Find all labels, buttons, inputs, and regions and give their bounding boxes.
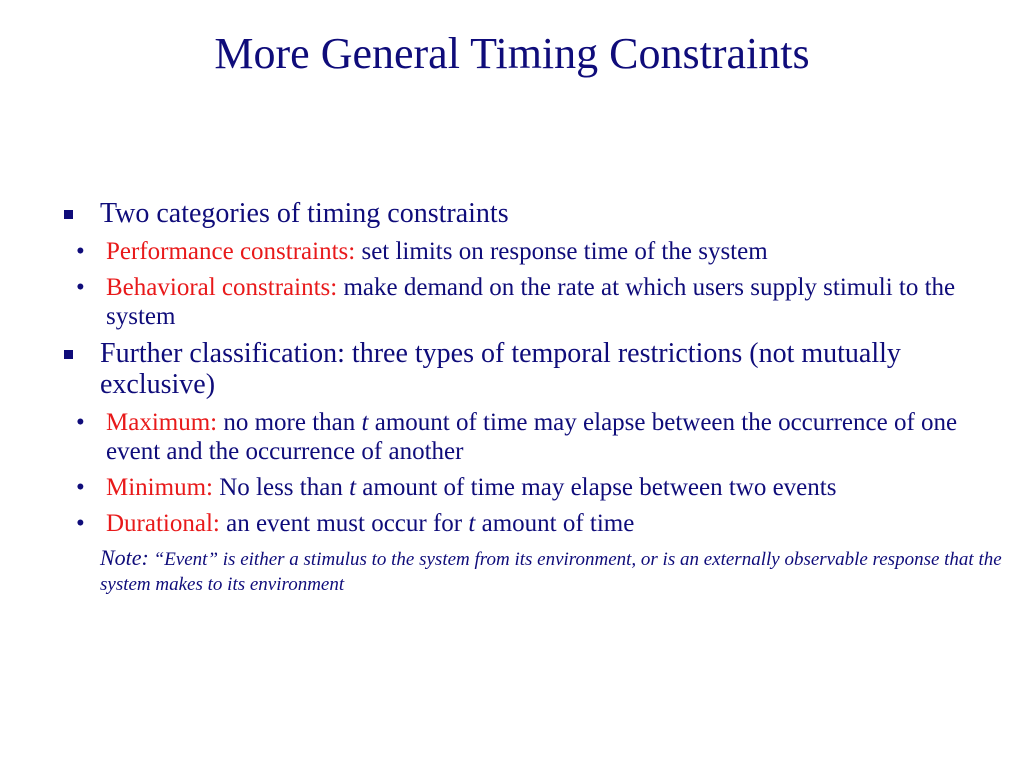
slide-title: More General Timing Constraints	[214, 29, 810, 78]
term-definition-end: amount of time may elapse between two events	[356, 474, 837, 501]
term-definition-end: amount of time	[475, 510, 635, 537]
sub-list-timing-categories	[74, 237, 1017, 331]
bullet-timing-categories	[62, 198, 1017, 229]
bullet-text: Further classification: three types of temporal restrictions (not mutually exclusive)	[100, 338, 901, 400]
term-label: Performance constraints:	[106, 238, 356, 265]
bullet-further-classification	[62, 338, 1017, 400]
sub-list-temporal-restrictions	[74, 408, 1017, 538]
sub-bullet-performance	[74, 237, 1017, 266]
sub-bullet-behavioral	[74, 273, 1017, 331]
term-definition-end: amount of time may elapse between the occurrence of one event and the occurrence of another	[106, 409, 958, 465]
sub-bullet-maximum	[74, 408, 1017, 466]
variable-t: t	[468, 510, 476, 537]
term-label: Minimum:	[106, 474, 213, 501]
sub-bullet-durational	[74, 509, 1017, 538]
term-definition-start: no more than	[217, 409, 362, 436]
term-label: Durational:	[106, 510, 220, 537]
term-definition: set limits on response time of the system	[355, 238, 768, 265]
square-bullet-icon	[64, 210, 73, 219]
note-text: “Event” is either a stimulus to the system from its environment, or is an externally observable response that the system makes to its environment	[100, 549, 1002, 595]
round-bullet-icon: •	[76, 238, 85, 265]
round-bullet-icon: •	[76, 510, 85, 537]
term-definition-start: No less than	[212, 474, 350, 501]
square-bullet-icon	[64, 350, 73, 359]
term-definition-start: an event must occur for	[219, 510, 469, 537]
footnote	[100, 545, 1017, 597]
round-bullet-icon: •	[76, 474, 85, 501]
variable-t: t	[361, 409, 369, 436]
term-label: Maximum:	[106, 409, 218, 436]
round-bullet-icon: •	[76, 274, 85, 301]
note-label: Note:	[100, 545, 149, 570]
term-definition: make demand on the rate at which users supply stimuli to the system	[106, 274, 956, 330]
bullet-text: Two categories of timing constraints	[100, 198, 509, 229]
term-label: Behavioral constraints:	[106, 274, 338, 301]
sub-bullet-minimum	[74, 473, 1017, 502]
slide-body	[62, 198, 1017, 597]
round-bullet-icon: •	[76, 409, 85, 436]
variable-t: t	[349, 474, 357, 501]
